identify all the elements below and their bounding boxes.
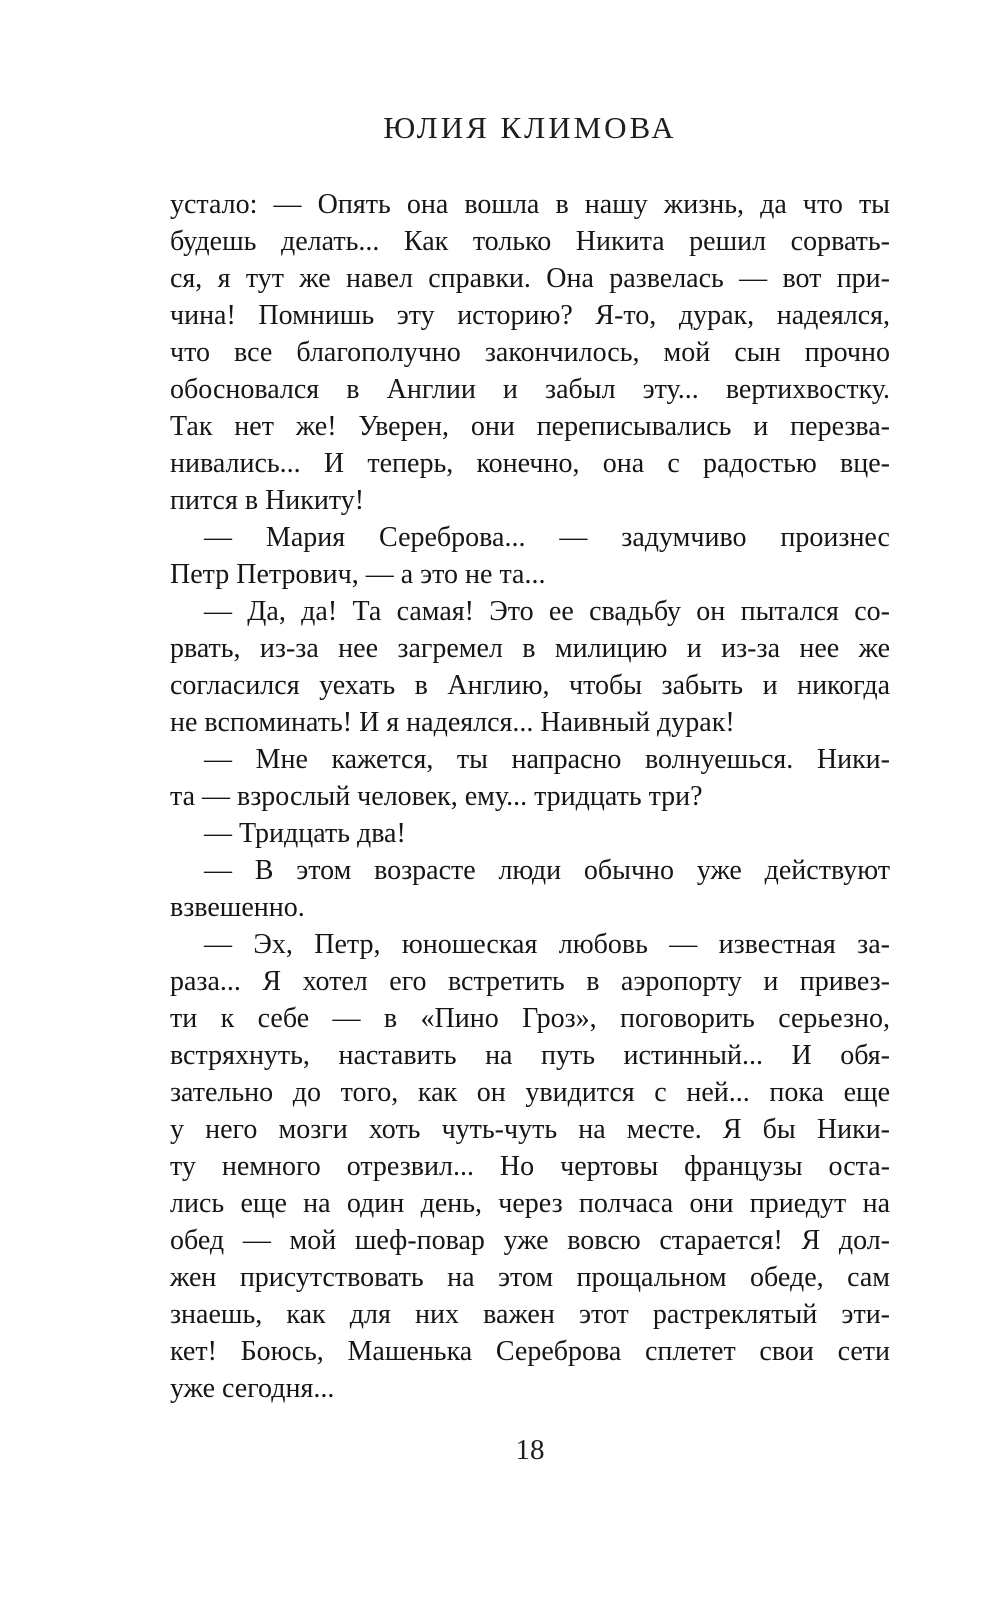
text-line: нивались... И теперь, конечно, она с радостью вце- bbox=[170, 448, 890, 479]
text-line: рвать, из-за нее загремел в милицию и из-за нее же bbox=[170, 633, 890, 664]
text-line: согласился уехать в Англию, чтобы забыть и никогда bbox=[170, 670, 890, 701]
text-line: обосновался в Англии и забыл эту... вертихвостку. bbox=[170, 374, 890, 405]
body-text bbox=[170, 186, 890, 1407]
text-line: ти к себе — в «Пино Гроз», поговорить серьезно, bbox=[170, 1003, 890, 1034]
text-line: — Мария Сереброва... — задумчиво произнес bbox=[204, 522, 890, 553]
text-line: лись еще на один день, через полчаса они приедут на bbox=[170, 1188, 890, 1219]
text-line: пится в Никиту! bbox=[170, 485, 365, 516]
page-number: 18 bbox=[515, 1434, 545, 1466]
text-line: — Да, да! Та самая! Это ее свадьбу он пытался со- bbox=[204, 596, 890, 627]
text-line: не вспоминать! И я надеялся... Наивный дурак! bbox=[170, 707, 735, 738]
text-line: — Эх, Петр, юношеская любовь — известная за- bbox=[204, 929, 890, 960]
text-line: та — взрослый человек, ему... тридцать три? bbox=[170, 781, 703, 812]
text-line: ся, я тут же навел справки. Она развелась — вот при- bbox=[170, 263, 890, 294]
text-line: — Мне кажется, ты напрасно волнуешься. Ники- bbox=[204, 744, 890, 775]
text-line: раза... Я хотел его встретить в аэропорту и привез- bbox=[170, 966, 890, 997]
text-line: кет! Боюсь, Машенька Сереброва сплетет свои сети bbox=[170, 1336, 890, 1367]
text-line: знаешь, как для них важен этот растреклятый эти- bbox=[170, 1299, 890, 1330]
text-line: — В этом возрасте люди обычно уже действуют bbox=[204, 855, 890, 886]
text-line: жен присутствовать на этом прощальном обеде, сам bbox=[170, 1262, 890, 1293]
text-line: зательно до того, как он увидится с ней... пока еще bbox=[170, 1077, 890, 1108]
text-line: — Тридцать два! bbox=[204, 818, 406, 849]
text-line: что все благополучно закончилось, мой сын прочно bbox=[170, 337, 890, 368]
text-line: устало: — Опять она вошла в нашу жизнь, да что ты bbox=[170, 189, 890, 220]
text-line: взвешенно. bbox=[170, 892, 305, 923]
text-line: будешь делать... Как только Никита решил сорвать- bbox=[170, 226, 890, 257]
text-line: уже сегодня... bbox=[170, 1373, 335, 1404]
text-line: ту немного отрезвил... Но чертовы французы оста- bbox=[170, 1151, 890, 1182]
text-line: Петр Петрович, — а это не та... bbox=[170, 559, 546, 590]
text-line: у него мозги хоть чуть-чуть на месте. Я бы Ники- bbox=[170, 1114, 890, 1145]
text-line: встряхнуть, наставить на путь истинный... И обя- bbox=[170, 1040, 890, 1071]
text-line: обед — мой шеф-повар уже вовсю старается! Я дол- bbox=[170, 1225, 890, 1256]
text-line: Так нет же! Уверен, они переписывались и перезва- bbox=[170, 411, 890, 442]
running-header-author: ЮЛИЯ КЛИМОВА bbox=[383, 110, 677, 145]
text-line: чина! Помнишь эту историю? Я-то, дурак, надеялся, bbox=[170, 300, 890, 331]
